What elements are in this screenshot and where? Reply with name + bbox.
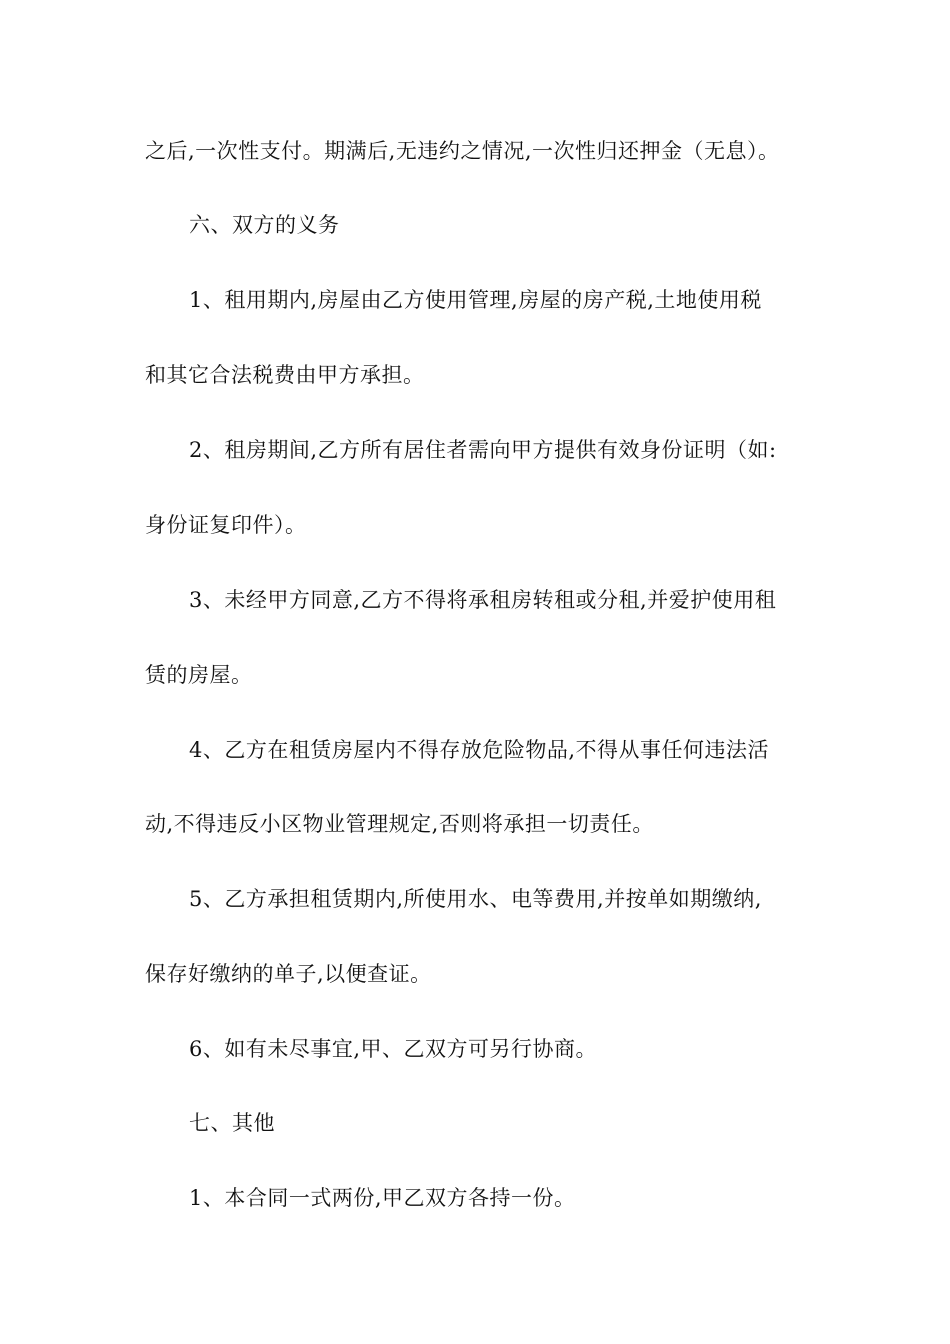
- clause-line: 身份证复印件）。: [145, 513, 307, 537]
- paragraph-line-continuation: 之后,一次性支付。期满后,无违约之情况,一次性归还押金（无息）。: [145, 139, 780, 163]
- clause-line: 1、本合同一式两份,甲乙双方各持一份。: [189, 1186, 576, 1210]
- clause-line: 赁的房屋。: [145, 663, 253, 687]
- clause-line: 1、租用期内,房屋由乙方使用管理,房屋的房产税,土地使用税: [189, 288, 762, 312]
- clause-line: 和其它合法税费由甲方承担。: [145, 363, 425, 387]
- clause-line: 5、乙方承担租赁期内,所使用水、电等费用,并按单如期缴纳,: [189, 887, 762, 911]
- clause-line: 动,不得违反小区物业管理规定,否则将承担一切责任。: [145, 812, 654, 836]
- section-heading-six: 六、双方的义务: [189, 213, 340, 237]
- clause-line: 保存好缴纳的单子,以便查证。: [145, 962, 432, 986]
- clause-line: 6、如有未尽事宜,甲、乙双方可另行协商。: [189, 1037, 598, 1061]
- section-heading-seven: 七、其他: [189, 1111, 275, 1135]
- clause-line: 4、乙方在租赁房屋内不得存放危险物品,不得从事任何违法活: [189, 738, 770, 762]
- clause-line: 2、租房期间,乙方所有居住者需向甲方提供有效身份证明（如:: [189, 438, 777, 462]
- clause-line: 3、未经甲方同意,乙方不得将承租房转租或分租,并爱护使用租: [189, 588, 777, 612]
